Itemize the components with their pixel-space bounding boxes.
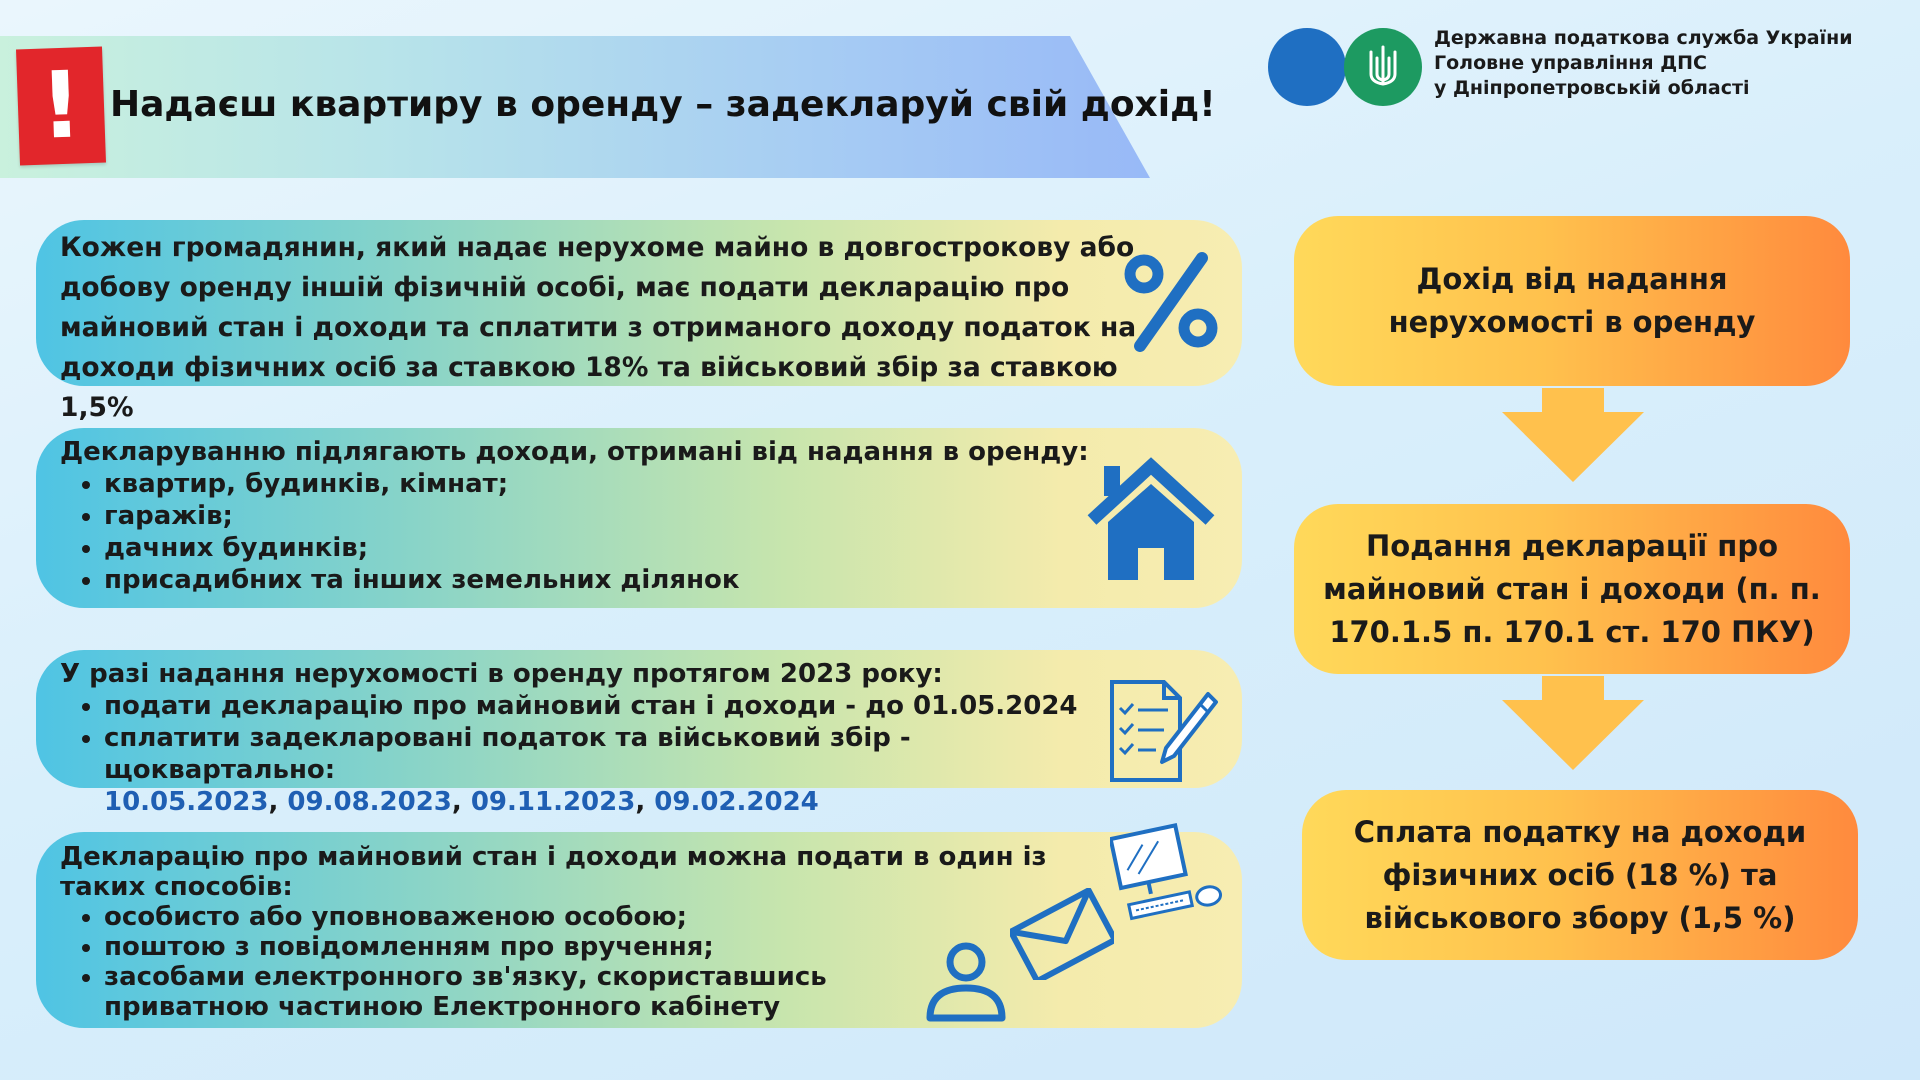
card-2-list: [60, 468, 1100, 596]
card-3-list: [60, 690, 1140, 818]
logo-blue-circle: [1268, 28, 1346, 106]
payment-date: 09.11.2023: [470, 787, 636, 817]
flow-step-income: [1294, 216, 1850, 386]
payment-date: 09.02.2024: [654, 787, 819, 817]
list-item: • поштою з повідомленням про вручення;: [104, 932, 1060, 962]
payment-date: 10.05.2023: [104, 787, 269, 817]
org-line-3: у Дніпропетровській області: [1434, 77, 1750, 99]
payment-date: 09.08.2023: [287, 787, 452, 817]
exclamation-icon: !: [16, 47, 106, 166]
flow-step-2-text: Подання декларації про майновий стан і доходи (п. п. 170.1.5 п. 170.1 ст. 170 ПКУ): [1323, 528, 1821, 649]
date-separator: ,: [268, 787, 288, 817]
arrow-down-icon: [1502, 676, 1644, 770]
info-card-tax-rates: [36, 220, 1242, 423]
flow-step-1-text: Дохід від надання нерухомості в оренду: [1388, 262, 1756, 339]
card-4-heading: Декларацію про майновий стан і доходи можна подати в один із таких способів:: [60, 842, 1047, 902]
house-icon: [1084, 456, 1218, 584]
list-item: • особисто або уповноваженою особою;: [104, 902, 1060, 932]
list-item: • присадибних та інших земельних ділянок: [104, 564, 1100, 596]
list-item: • квартир, будинків, кімнат;: [104, 468, 1100, 500]
org-line-2: Головне управління ДПС: [1434, 52, 1708, 74]
document-pen-icon: [1108, 678, 1218, 784]
card-3-text: [60, 658, 1140, 818]
org-line-1: Державна податкова служба України: [1434, 27, 1853, 49]
info-card-deadlines: [36, 650, 1242, 817]
flow-step-payment: [1302, 790, 1858, 960]
card-4-list: [60, 902, 1060, 1022]
card-3-heading: У разі надання нерухомості в оренду протягом 2023 року:: [60, 659, 943, 689]
card-2-heading: Декларуванню підлягають доходи, отримані від надання в оренду:: [60, 437, 1089, 467]
flow-step-3-text: Сплата податку на доходи фізичних осіб (18 %) та військового збору (1,5 %): [1353, 814, 1807, 935]
card-1-text: Кожен громадянин, який надає нерухоме майно в довгострокову або добову оренду іншій фізичній особі, має подати декларацію про майновий стан і доходи та сплатити з отриманого доходу податок на доходи фізичних осіб за ставкою 18% та військовий збір за ставкою 1,5%: [60, 232, 1137, 423]
list-item-text: сплатити задекларовані податок та військовий збір - щоквартально:: [104, 723, 911, 785]
list-item: • дачних будинків;: [104, 532, 1100, 564]
date-separator: ,: [451, 787, 471, 817]
flow-step-declaration: [1294, 504, 1850, 674]
card-2-text: [60, 436, 1100, 596]
trident-emblem-icon: [1344, 28, 1422, 106]
date-separator: ,: [635, 787, 655, 817]
list-item: [104, 722, 1140, 818]
envelope-icon: [1010, 888, 1114, 980]
percent-icon: [1122, 250, 1220, 352]
computer-icon: [1110, 822, 1226, 934]
page-title: Надаєш квартиру в оренду – задекларуй свій дохід!: [110, 84, 1216, 125]
arrow-down-icon: [1502, 388, 1644, 482]
person-icon: [924, 940, 1008, 1022]
organization-name: [1434, 26, 1853, 101]
info-card-declarable-income: [36, 428, 1242, 608]
list-item: • подати декларацію про майновий стан і доходи - до 01.05.2024: [104, 690, 1140, 722]
list-item: • гаражів;: [104, 500, 1100, 532]
list-item: • засобами електронного зв'язку, скориставшись приватною частиною Електронного кабінету: [104, 962, 944, 1022]
card-4-text: [60, 842, 1060, 1022]
